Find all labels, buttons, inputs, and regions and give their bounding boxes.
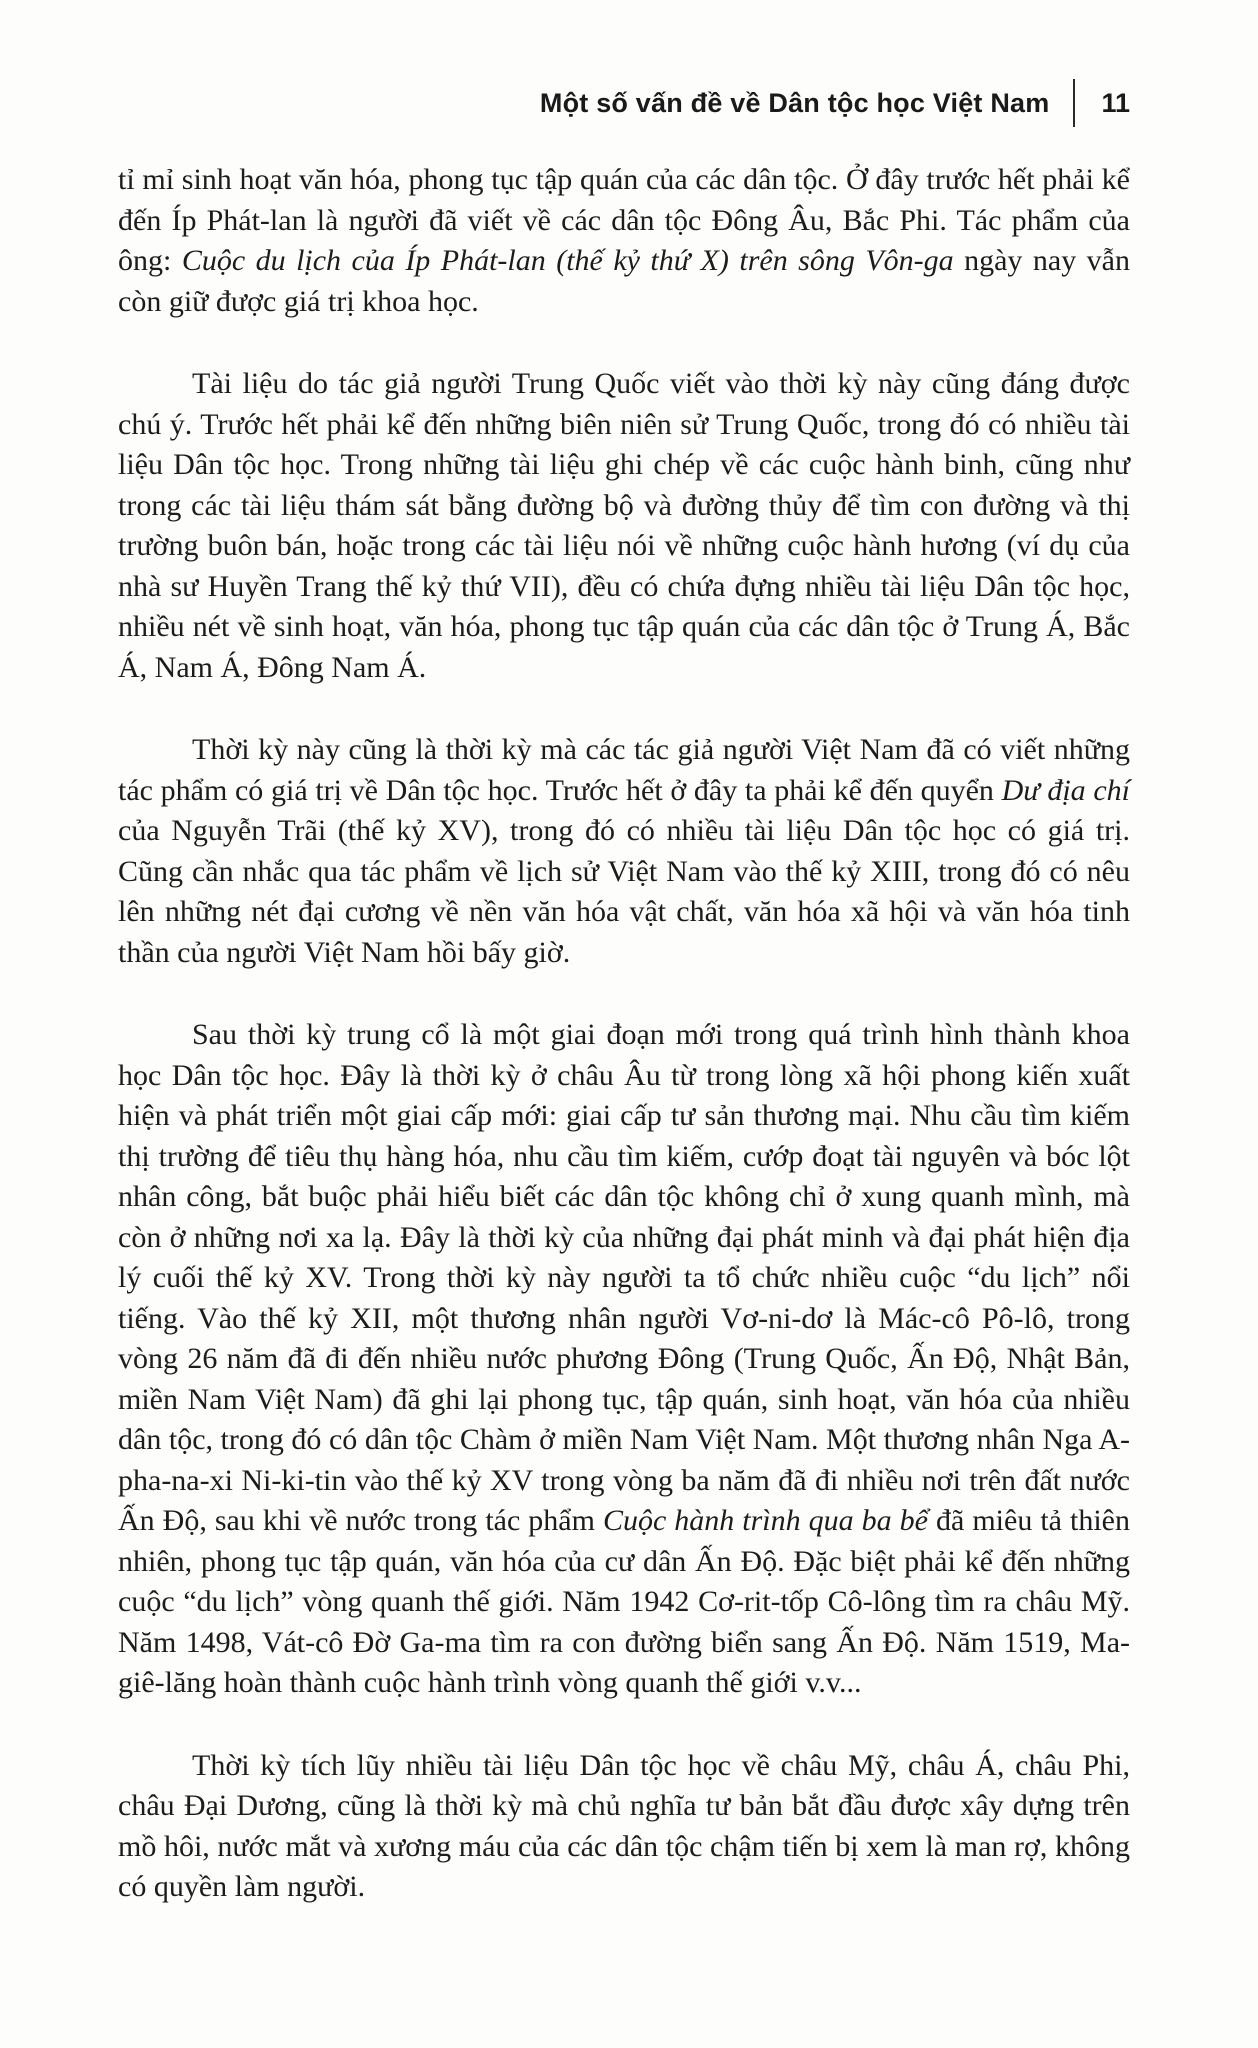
paragraph-text: Thời kỳ tích lũy nhiều tài liệu Dân tộc học về châu Mỹ, châu Á, châu Phi, châu Đại Dương, cũng là thời kỳ mà chủ nghĩa tư bản bắt đầu được xây dựng trên mồ hôi, nước mắt và xương máu của các dân tộc chậm tiến bị xem là man rợ, không có quyền làm người.: [118, 1748, 1130, 1903]
paragraph-text: Thời kỳ này cũng là thời kỳ mà các tác giả người Việt Nam đã có viết những tác phẩm có giá trị về Dân tộc học. Trước hết ở đây ta phải kể đến quyển: [118, 733, 1130, 807]
body-text: [118, 160, 1130, 1950]
paragraph-5: [118, 1746, 1130, 1908]
book-title-italic: Dư địa chí: [1001, 773, 1130, 807]
paragraph-text: của Nguyễn Trãi (thế kỷ XV), trong đó có nhiều tài liệu Dân tộc học có giá trị. Cũng cần nhắc qua tác phẩm về lịch sử Việt Nam vào thế kỷ XIII, trong đó có nêu lên những nét đại cương về nền văn hóa vật chất, văn hóa xã hội và văn hóa tinh thần của người Việt Nam hồi bấy giờ.: [118, 814, 1130, 969]
paragraph-text: đã miêu tả thiên nhiên, phong tục tập quán, văn hóa của cư dân Ấn Độ. Đặc biệt phải kể đến những cuộc “du lịch” vòng quanh thế giới. Năm 1942 Cơ-rit-tốp Cô-lông tìm ra châu Mỹ. Năm 1498, Vát-cô Đờ Ga-ma tìm ra con đường biển sang Ấn Độ. Năm 1519, Ma-giê-lăng hoàn thành cuộc hành trình vòng quanh thế giới v.v...: [118, 1504, 1130, 1699]
paragraph-text: Tài liệu do tác giả người Trung Quốc viết vào thời kỳ này cũng đáng được chú ý. Trước hết phải kể đến những biên niên sử Trung Quốc, trong đó có nhiều tài liệu Dân tộc học. Trong những tài liệu ghi chép về các cuộc hành binh, cũng như trong các tài liệu thám sát bằng đường bộ và đường thủy để tìm con đường và thị trường buôn bán, hoặc trong các tài liệu nói về những cuộc hành hương (ví dụ của nhà sư Huyền Trang thế kỷ thứ VII), đều có chứa đựng nhiều tài liệu Dân tộc học, nhiều nét về sinh hoạt, văn hóa, phong tục tập quán của các dân tộc ở Trung Á, Bắc Á, Nam Á, Đông Nam Á.: [118, 367, 1130, 684]
book-title-italic: Cuộc du lịch của Íp Phát-lan (thế kỷ thứ X) trên sông Vôn-ga: [181, 244, 954, 277]
book-title-italic: Cuộc hành trình qua ba bể: [602, 1504, 928, 1537]
header-divider: [1073, 79, 1075, 127]
page-number: 11: [1101, 87, 1130, 118]
running-title: Một số vấn đề về Dân tộc học Việt Nam: [539, 87, 1050, 118]
paragraph-text: ngày nay vẫn còn giữ được giá trị khoa học.: [118, 244, 1130, 318]
paragraph-2: [118, 364, 1130, 688]
paragraph-1: [118, 160, 1130, 322]
running-header: [540, 76, 1130, 130]
paragraph-text: Sau thời kỳ trung cổ là một giai đoạn mới trong quá trình hình thành khoa học Dân tộc học. Đây là thời kỳ ở châu Âu từ trong lòng xã hội phong kiến xuất hiện và phát triển một giai cấp mới: giai cấp tư sản thương mại. Nhu cầu tìm kiếm thị trường để tiêu thụ hàng hóa, nhu cầu tìm kiếm, cướp đoạt tài nguyên và bóc lột nhân công, bắt buộc phải hiểu biết các dân tộc không chỉ ở xung quanh mình, mà còn ở những nơi xa lạ. Đây là thời kỳ của những đại phát minh và đại phát hiện địa lý cuối thế kỷ XV. Trong thời kỳ này người ta tổ chức nhiều cuộc “du lịch” nổi tiếng. Vào thế kỷ XII, một thương nhân người Vơ-ni-dơ là Mác-cô Pô-lô, trong vòng 26 năm đã đi đến nhiều nước phương Đông (Trung Quốc, Ấn Độ, Nhật Bản, miền Nam Việt Nam) đã ghi lại phong tục, tập quán, sinh hoạt, văn hóa của nhiều dân tộc, trong đó có dân tộc Chàm ở miền Nam Việt Nam. Một thương nhân Nga A-pha-na-xi Ni-ki-tin vào thế kỷ XV trong vòng ba năm đã đi nhiều nơi trên đất nước Ấn Độ, sau khi về nước trong tác phẩm: [118, 1018, 1130, 1537]
paragraph-4: [118, 1015, 1130, 1704]
paragraph-text: tỉ mỉ sinh hoạt văn hóa, phong tục tập quán của các dân tộc. Ở đây trước hết phải kể đến Íp Phát-lan là người đã viết về các dân tộc Đông Âu, Bắc Phi. Tác phẩm của ông:: [118, 163, 1130, 277]
paragraph-3: [118, 730, 1130, 973]
